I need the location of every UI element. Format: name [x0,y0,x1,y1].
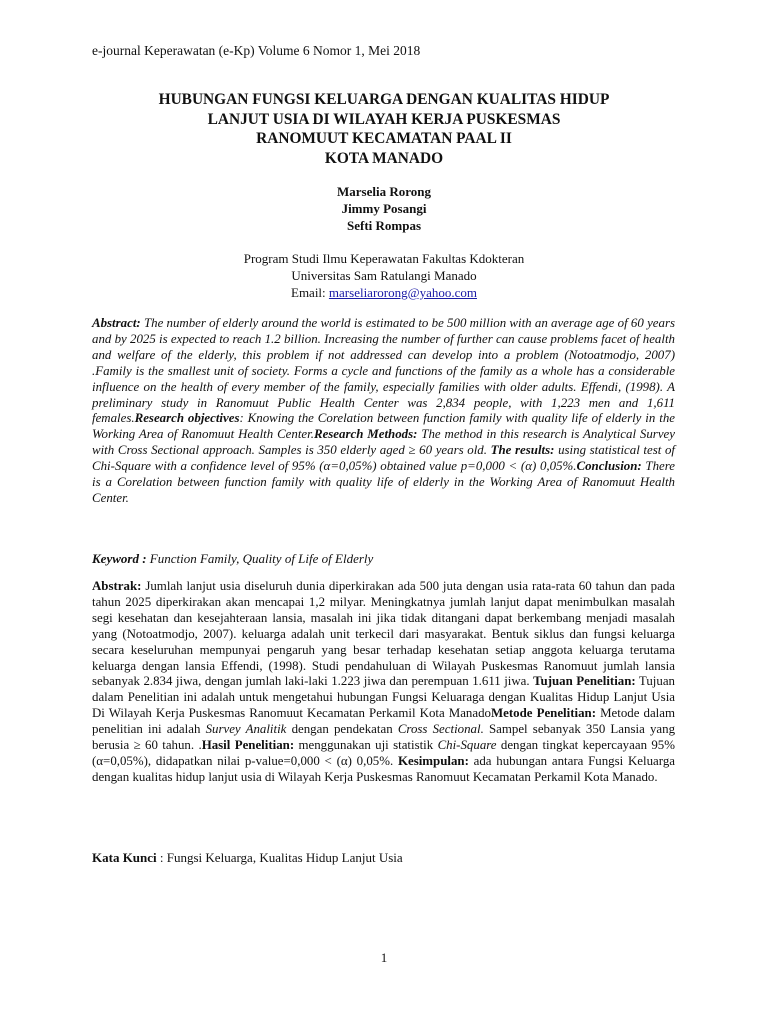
affiliation-university: Universitas Sam Ratulangi Manado [291,268,477,283]
hasil-label: Hasil Penelitian: [201,738,295,753]
affiliation-program: Program Studi Ilmu Keperawatan Fakultas Kdokteran [243,251,525,266]
email-link[interactable]: marseliarorong@yahoo.com [328,285,477,300]
keywords-indonesian [92,850,403,866]
abstract-text: : Knowing the Corelation between function family with quality life of elderly in the Working Area of Ranomuut Health Center. [92,411,675,442]
tujuan-label: Tujuan Penelitian: [533,674,636,689]
conclusion-label: Conclusion: [576,459,642,474]
objectives-label: Research objectives [134,411,240,426]
abstract-text: The number of elderly around the world is estimated to be 500 million with an average age of 60 years and by 2025 is expected to reach 1.2 billion. Increasing the number of further can cause problems facet of health and welfare of the elderly, this problem if not addressed can develop into a problem (Notoatmodjo, 2007) .Family is the smallest unit of society. Forms a cycle and functions of the family as a whole has a considerable influence on the health of every member of the family, especially families with older adults. Effendi, (1998). A preliminary study in Ranomuut Public Health Center was 2,834 people, with 1,223 men and 1,611 females. [92,316,675,426]
methods-label: Research Methods: [313,427,418,442]
author-list [92,183,676,234]
abstract-text: There is a Corelation between function family with quality life of elderly in the Working Area of Ranomuut Health Center. [92,459,675,505]
abstrak-text: Metode dalam penelitian ini adalah [92,706,676,737]
keywords-english [92,551,373,567]
keyword-text: Function Family, Quality of Life of Elderly [146,551,374,566]
email-label: Email: [291,285,329,300]
paper-title [92,90,676,168]
author-name: Sefti Rompas [346,218,422,233]
kata-kunci-text: : Fungsi Keluarga, Kualitas Hidup Lanjut Usia [156,850,403,865]
abstrak-text: dengan pendekatan [286,722,398,737]
abstrak-text: Jumlah lanjut usia diseluruh dunia diperkirakan ada 500 juta dengan usia rata-rata 60 tahun dan pada tahun 2025 diperkirakan akan mencapai 1,2 milyar. Meningkatnya jumlah lanjut dapat menimbulkan masalah segi kesehatan dan kesejahteraan lansia, masalah ini jika tidak ditangani dapat berkembang menjadi masalah yang (Notoatmodjo, 2007). keluarga adalah unit terkecil dari masyarakat. Bentuk siklus dan fungsi keluarga secara keseluruhan mempunyai pengaruh yang besar terhadap kesehatan setiap anggota keluarga terutama keluarga dengan lansia Effendi, (1998). Studi pendahuluan di Wilayah Puskesmas Ranomuut jumlah lansia sebanyak 2.834 jiwa, dengan jumlah laki-laki 1.223 jiwa dan perempuan 1.611 jiwa. [92,579,675,689]
abstract-indonesian [92,579,675,786]
title-line: LANJUT USIA DI WILAYAH KERJA PUSKESMAS [207,110,561,128]
author-name: Jimmy Posangi [341,201,427,216]
abstrak-italic: Cross Sectional. [397,722,484,737]
abstrak-text: Sampel sebanyak 350 Lansia yang berusia ≥ 60 tahun. . [92,722,676,753]
metode-label: Metode Penelitian: [491,706,597,721]
kesimpulan-label: Kesimpulan: [397,753,469,768]
abstrak-italic: Chi-Square [437,738,497,753]
title-line: HUBUNGAN FUNGSI KELUARGA DENGAN KUALITAS HIDUP [158,91,610,108]
abstrak-italic: Survey Analitik [205,722,287,737]
kata-kunci-label: Kata Kunci [92,850,157,865]
abstract-text: The method in this research is Analytical Survey with Cross Sectional approach. Samples is 350 elderly aged ≥ 60 years old. [92,427,675,458]
results-label: The results: [490,443,555,458]
affiliation-email [92,284,676,301]
abstract-label: Abstract: [92,316,141,330]
journal-header: e-journal Keperawatan (e-Kp) Volume 6 Nomor 1, Mei 2018 [92,43,421,58]
abstrak-text: menggunakan uji statistik [294,738,438,753]
title-line: KOTA MANADO [324,149,444,167]
abstrak-text: dengan tingkat kepercayaan 95% (α=0,05%), didapatkan nilai p-value=0,000 < (α) 0,05%. [92,738,675,768]
title-line: RANOMUUT KECAMATAN PAAL II [256,130,512,147]
abstrak-text: Tujuan dalam Penelitian ini adalah untuk mengetahui hubungan Fungsi Keluaraga dengan Kualitas Hidup Lanjut Usia Di Wilayah Kerja Puskesmas Ranomuut Kecamatan Perkamil Kota Manado [92,674,675,721]
abstrak-label: Abstrak: [92,579,142,593]
abstract-english [92,316,675,507]
author-name: Marselia Rorong [337,184,431,199]
keyword-label: Keyword : [92,551,147,566]
page-number: 1 [380,950,388,965]
abstrak-text: ada hubungan antara Fungsi Keluarga dengan kualitas hidup lanjut usia di Wilayah Kerja Puskesmas Ranomuut Kecamatan Perkamil Kota Manado. [92,753,675,784]
affiliation [92,250,676,301]
abstract-text: using statistical test of Chi-Square with a confidence level of 95% (α=0,05%) obtained value p=0,000 < (α) 0,05%. [92,443,676,474]
